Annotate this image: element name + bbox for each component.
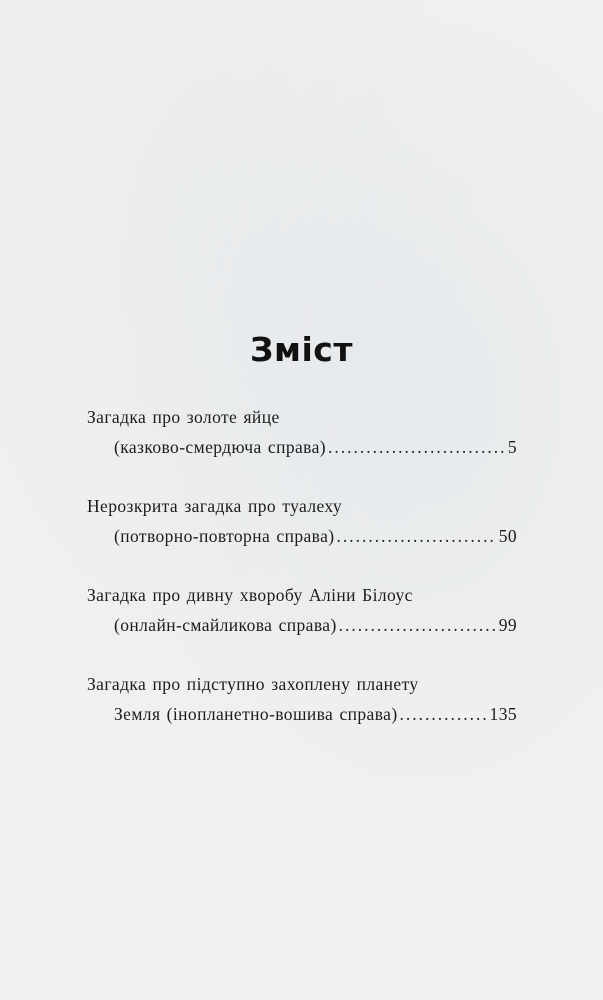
toc-entry-subtitle-line [87,432,517,462]
toc-leader-dots [400,699,488,729]
toc-entry-subtitle: (онлайн-смайликова справа) [114,615,337,635]
toc-leader-dots [337,521,497,551]
toc-page-number: 50 [498,526,517,546]
toc-entry-title: Загадка про підступно захоплену планету [87,674,419,694]
toc-entry [87,491,517,551]
toc-entry-subtitle-line [87,521,517,551]
toc-page-number: 5 [507,437,517,457]
toc-page-number: 135 [489,704,517,724]
table-of-contents [87,402,517,758]
toc-entry [87,669,517,729]
toc-entry [87,580,517,640]
toc-entry-title: Нерозкрита загадка про туалеху [87,496,343,516]
toc-entry [87,402,517,462]
toc-page-number: 99 [498,615,517,635]
toc-entry-subtitle: Земля (інопланетно-вошива справа) [114,704,398,724]
toc-entry-subtitle-line [87,610,517,640]
toc-leader-dots [339,610,497,640]
page-title: Зміст [250,330,353,369]
toc-entry-title: Загадка про дивну хворобу Аліни Білоус [87,585,413,605]
toc-leader-dots [328,432,506,462]
toc-entry-title: Загадка про золоте яйце [87,407,280,427]
toc-entry-subtitle: (казково-смердюча справа) [114,437,326,457]
toc-entry-subtitle-line [87,699,517,729]
toc-entry-subtitle: (потворно-повторна справа) [114,526,335,546]
